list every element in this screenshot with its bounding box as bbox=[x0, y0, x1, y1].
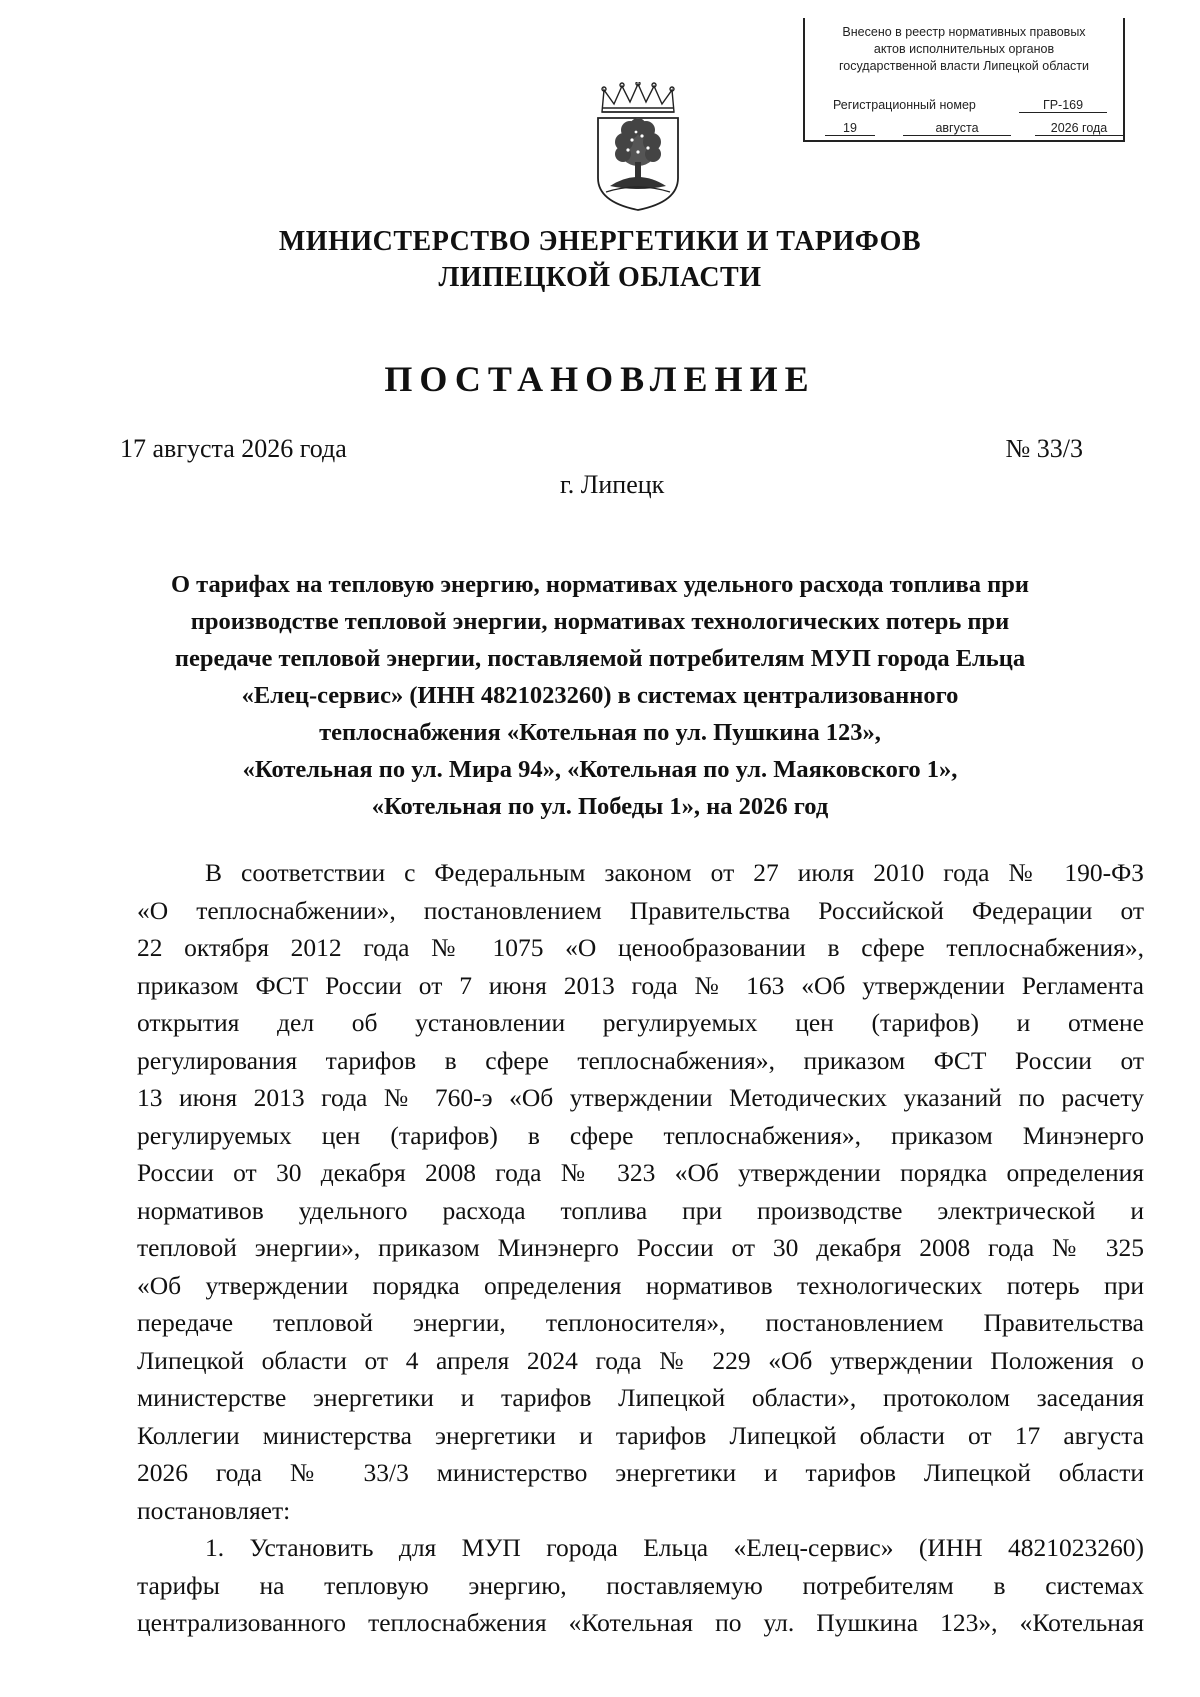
body-line: министерстве энергетики и тарифов Липецкой области», протоколом заседания bbox=[137, 1383, 1144, 1412]
body-line: нормативов удельного расхода топлива при производстве электрической и bbox=[137, 1195, 1144, 1225]
body-line: регулирования тарифов в сфере теплоснабжения», приказом ФСТ России от bbox=[137, 1045, 1144, 1075]
body-line: Коллегии министерства энергетики и тарифов Липецкой области от 17 августа bbox=[137, 1420, 1144, 1450]
body-line: России от 30 декабря 2008 года № 323 «Об утверждении порядка определения bbox=[137, 1158, 1144, 1187]
stamp-date-month: августа bbox=[903, 121, 1011, 136]
body-line: В соответствии с Федеральным законом от 27 июля 2010 года № 190-ФЗ bbox=[205, 858, 1144, 887]
lipetsk-coat-of-arms-icon bbox=[590, 82, 686, 212]
body-line: «О теплоснабжении», постановлением Правительства Российской Федерации от bbox=[137, 895, 1144, 925]
title-line: О тарифах на тепловую энергию, нормативах удельного расхода топлива при bbox=[170, 571, 1030, 598]
body-line: 22 октября 2012 года № 1075 «О ценообразовании в сфере теплоснабжения», bbox=[137, 933, 1144, 962]
stamp-reg-label: Регистрационный номер bbox=[833, 98, 976, 112]
title-line: «Котельная по ул. Победы 1», на 2026 год bbox=[371, 793, 829, 820]
stamp-registration bbox=[833, 98, 1113, 116]
stamp-reg-number: ГР-169 bbox=[1019, 98, 1107, 113]
body-line: тарифы на тепловую энергию, поставляемую потребителям в системах bbox=[137, 1570, 1144, 1600]
title-line: производстве тепловой энергии, нормативах технологических потерь при bbox=[190, 608, 1010, 635]
stamp-date bbox=[825, 121, 1113, 139]
document-type: ПОСТАНОВЛЕНИЕ bbox=[384, 359, 816, 399]
body-line: Липецкой области от 4 апреля 2024 года № 229 «Об утверждении Положения о bbox=[137, 1345, 1144, 1375]
body-line: 2026 года № 33/3 министерство энергетики и тарифов Липецкой области bbox=[137, 1458, 1144, 1487]
document-city: г. Липецк bbox=[560, 470, 665, 499]
stamp-date-year: 2026 года bbox=[1035, 121, 1123, 136]
body-line: приказом ФСТ России от 7 июня 2013 года № 163 «Об утверждении Регламента bbox=[137, 970, 1144, 1000]
stamp-line-1: Внесено в реестр нормативных правовых bbox=[842, 25, 1086, 39]
stamp-date-day: 19 bbox=[825, 121, 875, 136]
body-line: 13 июня 2013 года № 760-э «Об утверждении Методических указаний по расчету bbox=[137, 1083, 1144, 1112]
title-line: передаче тепловой энергии, поставляемой потребителям МУП города Ельца bbox=[174, 645, 1026, 672]
registry-stamp bbox=[803, 18, 1125, 142]
body-line: регулируемых цен (тарифов) в сфере теплоснабжения», приказом Минэнерго bbox=[137, 1120, 1144, 1150]
stamp-line-2: актов исполнительных органов bbox=[873, 42, 1055, 56]
document-title bbox=[120, 566, 1080, 825]
body-line: «Об утверждении порядка определения нормативов технологических потерь при bbox=[137, 1270, 1144, 1300]
stamp-line-3: государственной власти Липецкой области bbox=[838, 59, 1090, 73]
body-line: постановляет: bbox=[137, 1495, 291, 1525]
document-date: 17 августа 2026 года bbox=[120, 434, 347, 463]
ministry-name-line-2: ЛИПЕЦКОЙ ОБЛАСТИ bbox=[438, 262, 762, 293]
body-line: 1. Установить для МУП города Ельца «Елец-сервис» (ИНН 4821023260) bbox=[205, 1533, 1144, 1562]
ministry-name-line-1: МИНИСТЕРСТВО ЭНЕРГЕТИКИ И ТАРИФОВ bbox=[278, 226, 922, 257]
body-line: открытия дел об установлении регулируемых цен (тарифов) и отмене bbox=[137, 1008, 1144, 1037]
body-line: передаче тепловой энергии, теплоносителя», постановлением Правительства bbox=[137, 1308, 1144, 1337]
document-body bbox=[137, 854, 1144, 1642]
title-line: «Елец-сервис» (ИНН 4821023260) в системах централизованного bbox=[241, 682, 959, 709]
body-line: централизованного теплоснабжения «Котельная по ул. Пушкина 123», «Котельная bbox=[137, 1608, 1144, 1637]
title-line: теплоснабжения «Котельная по ул. Пушкина 123», bbox=[319, 719, 881, 746]
body-line: тепловой энергии», приказом Минэнерго России от 30 декабря 2008 года № 325 bbox=[137, 1233, 1144, 1262]
document-number: № 33/3 bbox=[1005, 434, 1083, 463]
title-line: «Котельная по ул. Мира 94», «Котельная по ул. Маяковского 1», bbox=[242, 756, 958, 783]
